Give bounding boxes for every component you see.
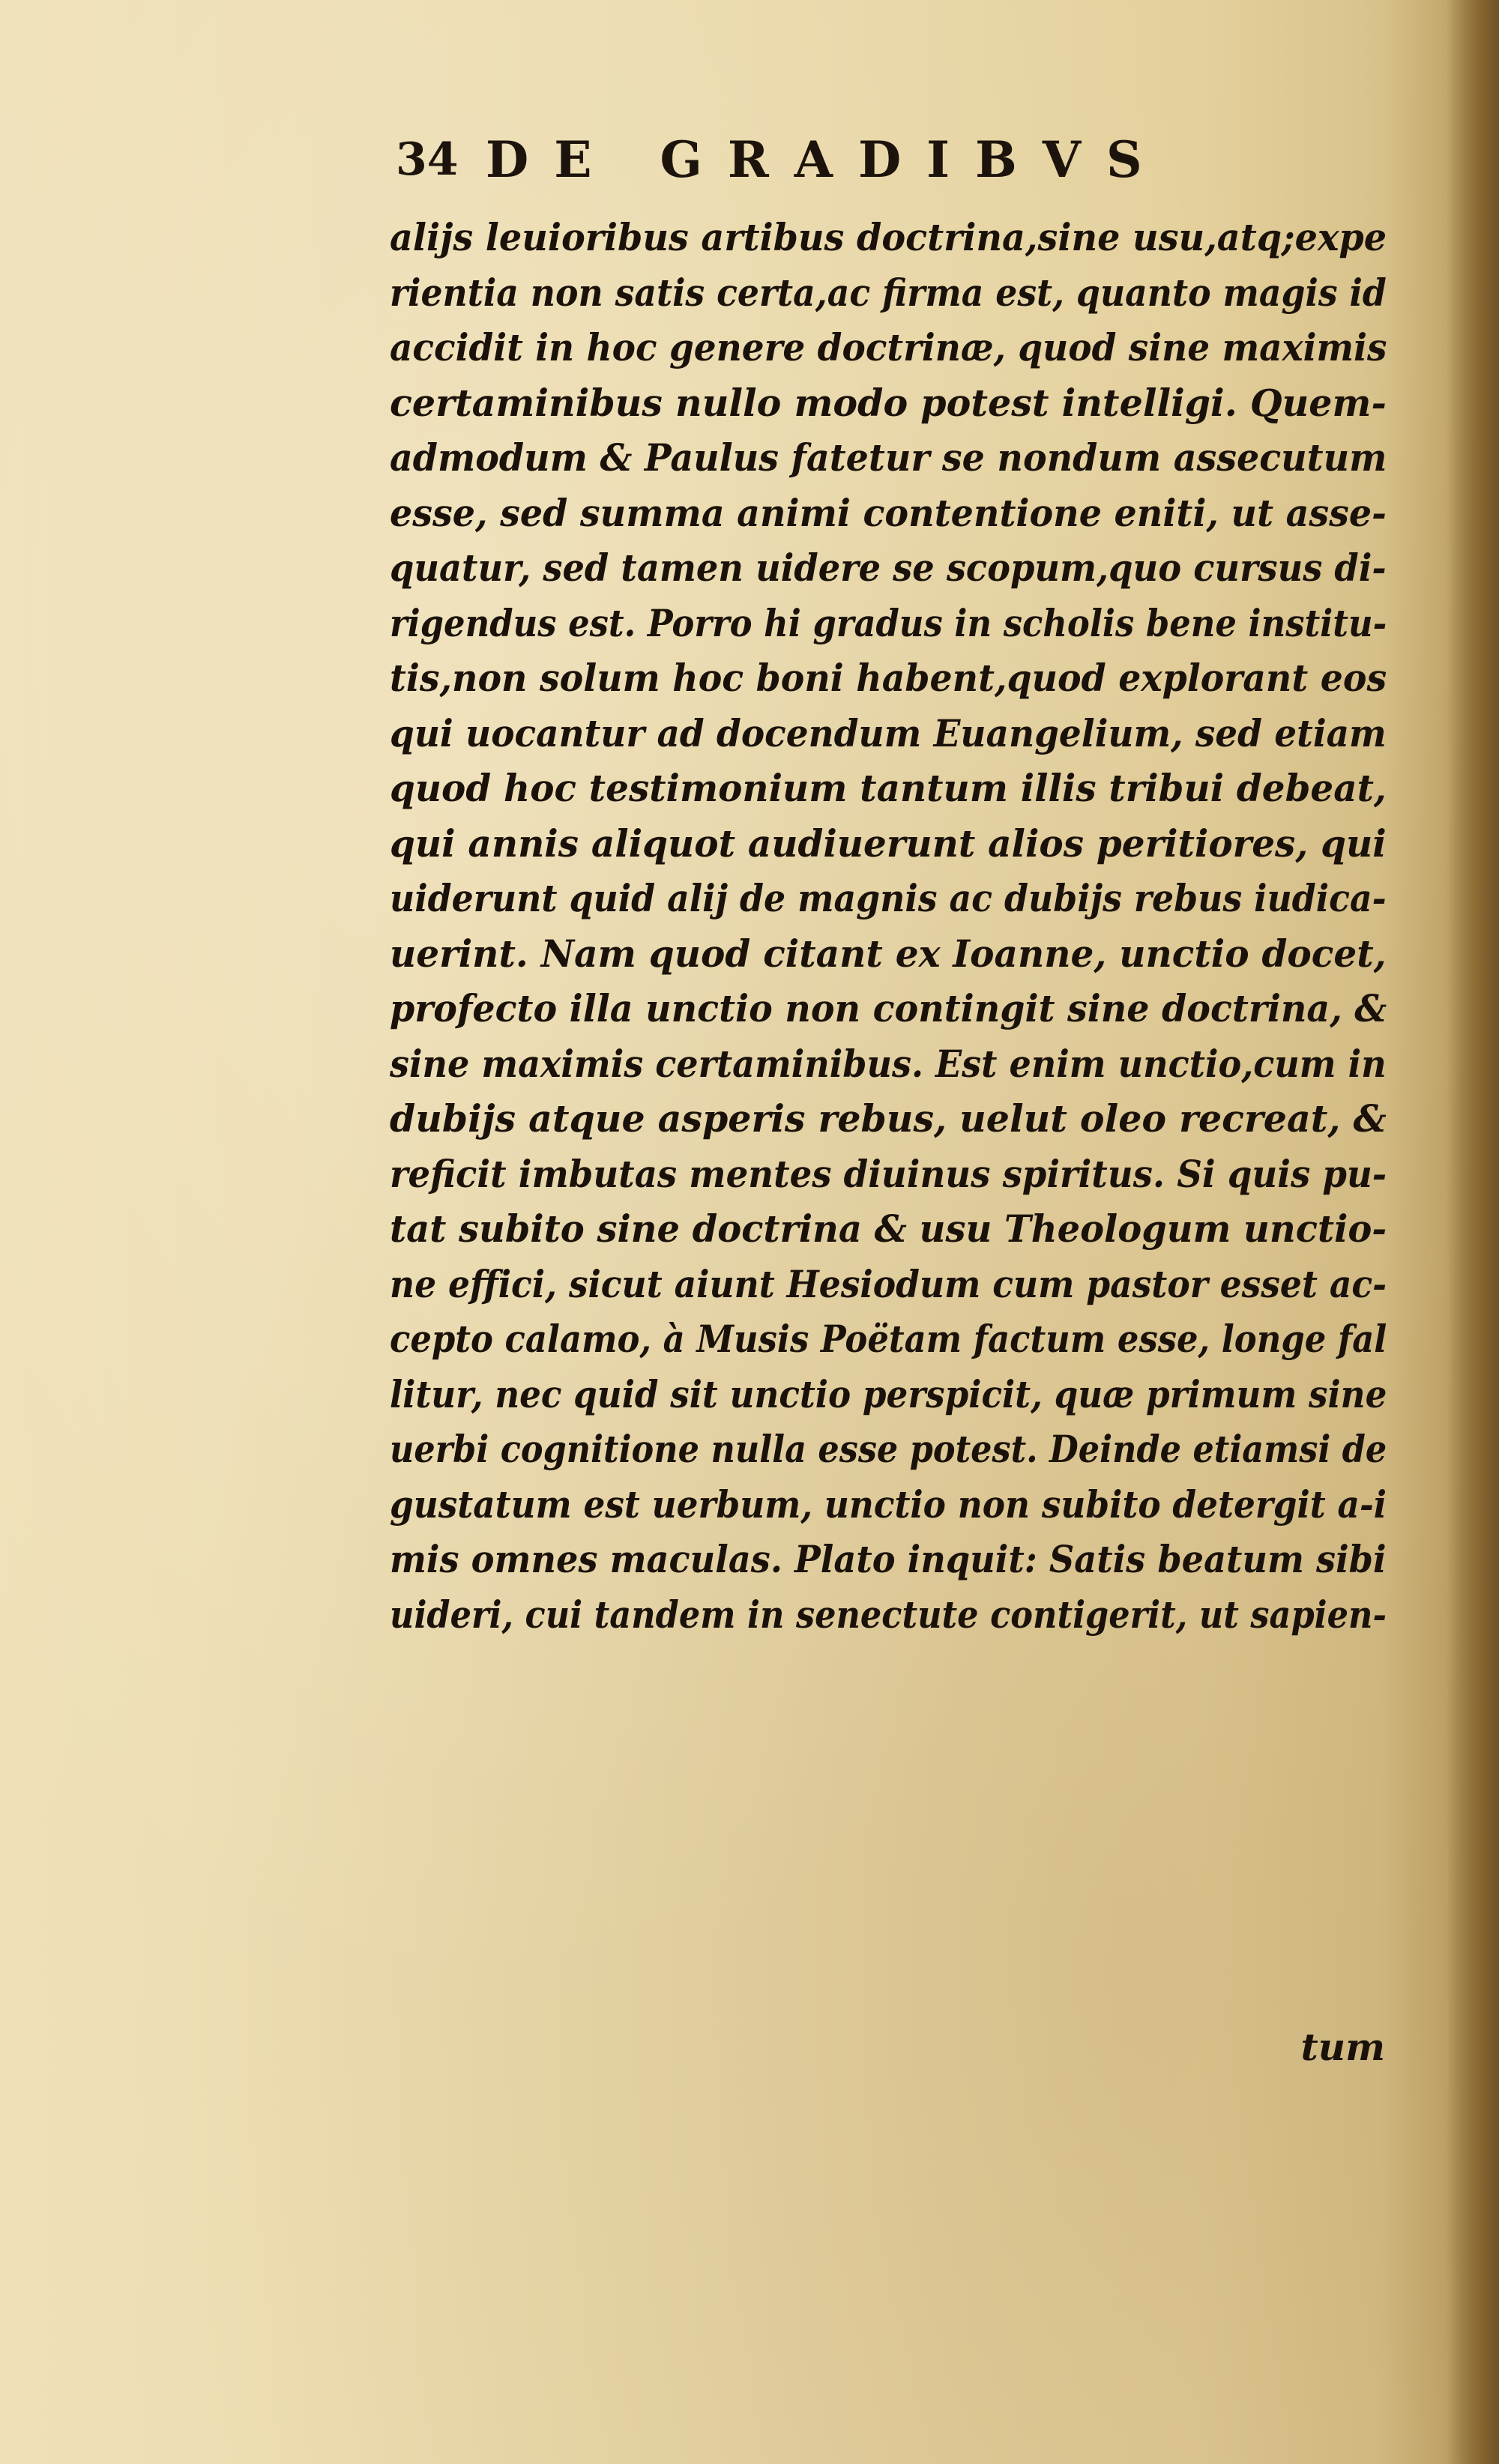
- text-line: esse, sed summa animi contentione eniti, ut asse-: [390, 490, 1387, 535]
- text-line: gustatum est uerbum, unctio non subito detergit a-i: [390, 1482, 1387, 1527]
- text-line: mis omnes maculas. Plato inquit: Satis beatum sibi: [390, 1537, 1387, 1581]
- text-line: tat subito sine doctrina & usu Theologum unctio-: [390, 1207, 1387, 1251]
- catchword: tum: [1300, 2025, 1385, 2069]
- text-line: reficit imbutas mentes diuinus spiritus. Si quis pu-: [390, 1151, 1387, 1196]
- page-gutter-edge: [1447, 0, 1499, 2464]
- text-line: qui annis aliquot audiuerunt alios peritiores, qui: [390, 821, 1387, 866]
- text-line: dubijs atque asperis rebus, uelut oleo recreat, &: [390, 1096, 1387, 1141]
- text-line: rientia non satis certa,ac firma est, quanto magis id: [390, 270, 1387, 315]
- text-line: certaminibus nullo modo potest intelligi. Quem-: [390, 380, 1387, 425]
- text-line: tis,non solum hoc boni habent,quod explorant eos: [390, 656, 1387, 700]
- text-line: profecto illa unctio non contingit sine doctrina, &: [390, 986, 1387, 1030]
- page-number: 34: [396, 133, 459, 186]
- text-line: ne effici, sicut aiunt Hesiodum cum pastor esset ac-: [390, 1261, 1387, 1306]
- text-line: uideri, cui tandem in senectute contigerit, ut sapien-: [390, 1592, 1387, 1637]
- text-line: quod hoc testimonium tantum illis tribui debeat,: [390, 766, 1387, 810]
- text-line: alijs leuioribus artibus doctrina,sine usu,atq;expe: [390, 215, 1387, 259]
- text-line: litur, nec quid sit unctio perspicit, quæ primum sine: [390, 1371, 1387, 1416]
- text-line: admodum & Paulus fatetur se nondum assecutum: [390, 435, 1387, 480]
- text-line: cepto calamo, à Musis Poëtam factum esse, longe fal: [390, 1317, 1387, 1361]
- catchword-row: [390, 2025, 1385, 2085]
- text-line: sine maximis certaminibus. Est enim unctio,cum in: [390, 1041, 1387, 1086]
- page-header: [396, 126, 1370, 193]
- text-line: uiderunt quid alij de magnis ac dubijs rebus iudica-: [390, 876, 1387, 920]
- text-line: uerint. Nam quod citant ex Ioanne, unctio docet,: [390, 931, 1387, 976]
- text-line: quatur, sed tamen uidere se scopum,quo cursus di-: [390, 546, 1387, 590]
- text-line: rigendus est. Porro hi gradus in scholis bene institu-: [390, 600, 1387, 645]
- text-line: accidit in hoc genere doctrinæ, quod sine maximis: [390, 325, 1387, 369]
- body-text: [390, 210, 1387, 1642]
- running-head: DE GRADIBVS: [486, 130, 1168, 189]
- text-line: qui uocantur ad docendum Euangelium, sed etiam: [390, 710, 1387, 755]
- text-line: uerbi cognitione nulla esse potest. Deinde etiamsi de: [390, 1427, 1387, 1471]
